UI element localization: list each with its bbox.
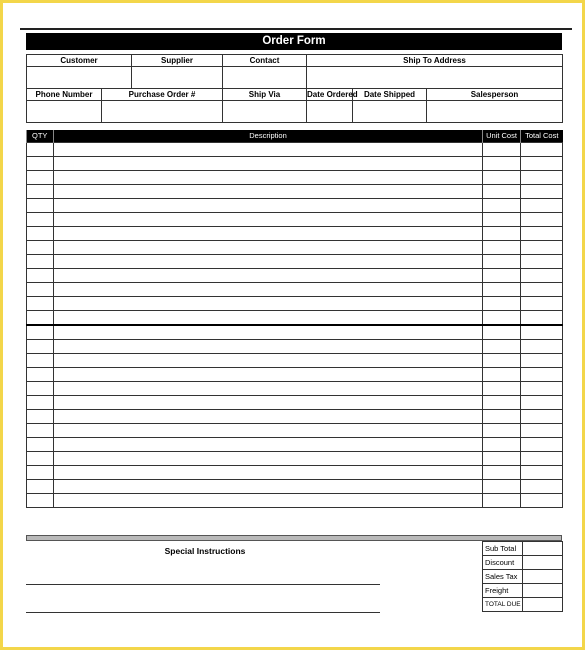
table-row bbox=[27, 185, 563, 199]
total-cost-cell[interactable] bbox=[521, 171, 563, 185]
description-cell[interactable] bbox=[54, 283, 483, 297]
qty-cell[interactable] bbox=[27, 185, 54, 199]
qty-cell[interactable] bbox=[27, 466, 54, 480]
unit-cost-cell[interactable] bbox=[483, 171, 521, 185]
qty-cell[interactable] bbox=[27, 438, 54, 452]
unit-cost-cell[interactable] bbox=[483, 340, 521, 354]
unit-cost-cell[interactable] bbox=[483, 424, 521, 438]
table-row bbox=[27, 382, 563, 396]
ship-to-address-field[interactable] bbox=[307, 67, 563, 89]
description-cell[interactable] bbox=[54, 241, 483, 255]
description-cell[interactable] bbox=[54, 368, 483, 382]
description-cell[interactable] bbox=[54, 396, 483, 410]
qty-cell[interactable] bbox=[27, 213, 54, 227]
table-row bbox=[27, 452, 563, 466]
unit-cost-cell[interactable] bbox=[483, 466, 521, 480]
table-row bbox=[27, 368, 563, 382]
unit-cost-cell[interactable] bbox=[483, 354, 521, 368]
qty-cell[interactable] bbox=[27, 340, 54, 354]
unit-cost-cell[interactable] bbox=[483, 185, 521, 199]
qty-header: QTY bbox=[27, 130, 54, 143]
total-cost-cell[interactable] bbox=[521, 396, 563, 410]
unit-cost-header: Unit Cost bbox=[483, 130, 521, 143]
date-ordered-label: Date Ordered bbox=[307, 90, 358, 99]
description-cell[interactable] bbox=[54, 213, 483, 227]
description-cell[interactable] bbox=[54, 311, 483, 326]
table-row bbox=[27, 269, 563, 283]
table-row bbox=[27, 466, 563, 480]
description-cell[interactable] bbox=[54, 199, 483, 213]
qty-cell[interactable] bbox=[27, 157, 54, 171]
total-cost-cell[interactable] bbox=[521, 143, 563, 157]
total-cost-header: Total Cost bbox=[521, 130, 563, 143]
description-cell[interactable] bbox=[54, 255, 483, 269]
purchase-order-field[interactable] bbox=[102, 101, 223, 123]
description-cell[interactable] bbox=[54, 340, 483, 354]
qty-cell[interactable] bbox=[27, 255, 54, 269]
table-row bbox=[27, 255, 563, 269]
discount-field[interactable] bbox=[523, 556, 563, 570]
qty-cell[interactable] bbox=[27, 452, 54, 466]
description-cell[interactable] bbox=[54, 410, 483, 424]
form-title: Order Form bbox=[26, 33, 562, 50]
total-cost-cell[interactable] bbox=[521, 368, 563, 382]
qty-cell[interactable] bbox=[27, 241, 54, 255]
description-cell[interactable] bbox=[54, 438, 483, 452]
table-row bbox=[27, 325, 563, 340]
table-row bbox=[27, 297, 563, 311]
description-cell[interactable] bbox=[54, 143, 483, 157]
total-cost-cell[interactable] bbox=[521, 325, 563, 340]
unit-cost-cell[interactable] bbox=[483, 199, 521, 213]
qty-cell[interactable] bbox=[27, 227, 54, 241]
unit-cost-cell[interactable] bbox=[483, 382, 521, 396]
special-instructions-line[interactable] bbox=[26, 584, 380, 585]
table-row bbox=[27, 199, 563, 213]
table-row bbox=[27, 396, 563, 410]
total-cost-cell[interactable] bbox=[521, 354, 563, 368]
unit-cost-cell[interactable] bbox=[483, 438, 521, 452]
total-cost-cell[interactable] bbox=[521, 283, 563, 297]
total-cost-cell[interactable] bbox=[521, 199, 563, 213]
total-cost-cell[interactable] bbox=[521, 438, 563, 452]
date-shipped-label: Date Shipped bbox=[353, 89, 427, 101]
ship-to-address-label: Ship To Address bbox=[307, 55, 563, 67]
unit-cost-cell[interactable] bbox=[483, 255, 521, 269]
unit-cost-cell[interactable] bbox=[483, 452, 521, 466]
unit-cost-cell[interactable] bbox=[483, 269, 521, 283]
line-items-table bbox=[26, 130, 563, 508]
table-row bbox=[27, 340, 563, 354]
special-instructions-label: Special Instructions bbox=[164, 546, 246, 556]
total-cost-cell[interactable] bbox=[521, 241, 563, 255]
subtotal-label: Sub Total bbox=[483, 542, 523, 556]
supplier-field[interactable] bbox=[132, 67, 223, 89]
qty-cell[interactable] bbox=[27, 283, 54, 297]
total-cost-cell[interactable] bbox=[521, 480, 563, 494]
total-cost-cell[interactable] bbox=[521, 382, 563, 396]
qty-cell[interactable] bbox=[27, 269, 54, 283]
qty-cell[interactable] bbox=[27, 354, 54, 368]
unit-cost-cell[interactable] bbox=[483, 227, 521, 241]
sales-tax-label: Sales Tax bbox=[483, 570, 523, 584]
table-row bbox=[27, 171, 563, 185]
table-row bbox=[27, 213, 563, 227]
supplier-label: Supplier bbox=[132, 55, 223, 67]
total-due-label: TOTAL DUE bbox=[483, 598, 523, 612]
phone-number-label: Phone Number bbox=[27, 89, 102, 101]
subtotal-field[interactable] bbox=[523, 542, 563, 556]
description-cell[interactable] bbox=[54, 382, 483, 396]
phone-number-field[interactable] bbox=[27, 101, 102, 123]
description-cell[interactable] bbox=[54, 269, 483, 283]
table-row bbox=[27, 283, 563, 297]
qty-cell[interactable] bbox=[27, 199, 54, 213]
description-cell[interactable] bbox=[54, 227, 483, 241]
total-cost-cell[interactable] bbox=[521, 410, 563, 424]
total-cost-cell[interactable] bbox=[521, 297, 563, 311]
customer-field[interactable] bbox=[27, 67, 132, 89]
total-cost-cell[interactable] bbox=[521, 269, 563, 283]
table-row bbox=[27, 494, 563, 508]
unit-cost-cell[interactable] bbox=[483, 396, 521, 410]
date-ordered-field[interactable] bbox=[307, 101, 353, 123]
description-cell[interactable] bbox=[54, 480, 483, 494]
description-cell[interactable] bbox=[54, 452, 483, 466]
unit-cost-cell[interactable] bbox=[483, 368, 521, 382]
contact-field[interactable] bbox=[223, 67, 307, 89]
total-cost-cell[interactable] bbox=[521, 255, 563, 269]
qty-cell[interactable] bbox=[27, 396, 54, 410]
qty-cell[interactable] bbox=[27, 297, 54, 311]
total-cost-cell[interactable] bbox=[521, 466, 563, 480]
table-row bbox=[27, 424, 563, 438]
description-cell[interactable] bbox=[54, 424, 483, 438]
total-cost-cell[interactable] bbox=[521, 157, 563, 171]
ship-via-field[interactable] bbox=[223, 101, 307, 123]
total-due-field[interactable] bbox=[523, 598, 563, 612]
description-cell[interactable] bbox=[54, 171, 483, 185]
table-row bbox=[27, 143, 563, 157]
total-cost-cell[interactable] bbox=[521, 340, 563, 354]
unit-cost-cell[interactable] bbox=[483, 410, 521, 424]
unit-cost-cell[interactable] bbox=[483, 297, 521, 311]
description-cell[interactable] bbox=[54, 325, 483, 340]
table-row bbox=[27, 410, 563, 424]
qty-cell[interactable] bbox=[27, 171, 54, 185]
total-cost-cell[interactable] bbox=[521, 452, 563, 466]
total-cost-cell[interactable] bbox=[521, 227, 563, 241]
description-cell[interactable] bbox=[54, 297, 483, 311]
total-cost-cell[interactable] bbox=[521, 213, 563, 227]
table-row bbox=[27, 311, 563, 326]
freight-label: Freight bbox=[483, 584, 523, 598]
unit-cost-cell[interactable] bbox=[483, 157, 521, 171]
qty-cell[interactable] bbox=[27, 143, 54, 157]
qty-cell[interactable] bbox=[27, 311, 54, 326]
total-cost-cell[interactable] bbox=[521, 424, 563, 438]
table-row bbox=[27, 354, 563, 368]
description-cell[interactable] bbox=[54, 185, 483, 199]
salesperson-label: Salesperson bbox=[427, 89, 563, 101]
table-row bbox=[27, 241, 563, 255]
top-rule bbox=[20, 28, 572, 30]
unit-cost-cell[interactable] bbox=[483, 311, 521, 326]
total-cost-cell[interactable] bbox=[521, 185, 563, 199]
description-header: Description bbox=[54, 130, 483, 143]
description-cell[interactable] bbox=[54, 157, 483, 171]
unit-cost-cell[interactable] bbox=[483, 143, 521, 157]
unit-cost-cell[interactable] bbox=[483, 325, 521, 340]
purchase-order-label: Purchase Order # bbox=[102, 89, 223, 101]
qty-cell[interactable] bbox=[27, 410, 54, 424]
unit-cost-cell[interactable] bbox=[483, 283, 521, 297]
ship-via-label: Ship Via bbox=[223, 89, 307, 101]
salesperson-field[interactable] bbox=[427, 101, 563, 123]
totals-table bbox=[482, 541, 563, 612]
table-row bbox=[27, 157, 563, 171]
date-shipped-field[interactable] bbox=[353, 101, 427, 123]
qty-cell[interactable] bbox=[27, 480, 54, 494]
qty-cell[interactable] bbox=[27, 494, 54, 508]
qty-cell[interactable] bbox=[27, 325, 54, 340]
unit-cost-cell[interactable] bbox=[483, 494, 521, 508]
description-cell[interactable] bbox=[54, 354, 483, 368]
discount-label: Discount bbox=[483, 556, 523, 570]
unit-cost-cell[interactable] bbox=[483, 480, 521, 494]
order-info-table bbox=[26, 54, 563, 123]
sales-tax-field[interactable] bbox=[523, 570, 563, 584]
contact-label: Contact bbox=[223, 55, 307, 67]
special-instructions-line[interactable] bbox=[26, 612, 380, 613]
unit-cost-cell[interactable] bbox=[483, 241, 521, 255]
total-cost-cell[interactable] bbox=[521, 494, 563, 508]
qty-cell[interactable] bbox=[27, 382, 54, 396]
customer-label: Customer bbox=[27, 55, 132, 67]
description-cell[interactable] bbox=[54, 494, 483, 508]
freight-field[interactable] bbox=[523, 584, 563, 598]
qty-cell[interactable] bbox=[27, 368, 54, 382]
qty-cell[interactable] bbox=[27, 424, 54, 438]
description-cell[interactable] bbox=[54, 466, 483, 480]
table-row bbox=[27, 480, 563, 494]
table-row bbox=[27, 227, 563, 241]
total-cost-cell[interactable] bbox=[521, 311, 563, 326]
table-row bbox=[27, 438, 563, 452]
unit-cost-cell[interactable] bbox=[483, 213, 521, 227]
